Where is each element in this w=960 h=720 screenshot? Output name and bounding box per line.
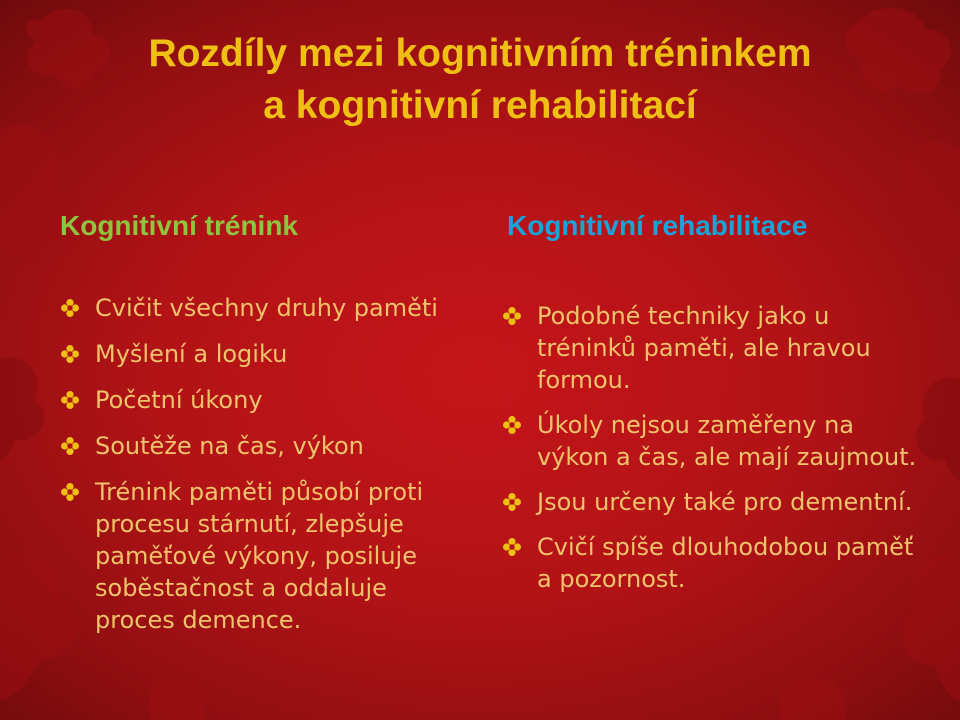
list-item-text: Podobné techniky jako u tréninků paměti, ale hravou formou. bbox=[537, 302, 871, 394]
flower-bullet-icon bbox=[61, 437, 79, 455]
list-item bbox=[500, 300, 920, 396]
flower-bullet-icon bbox=[503, 493, 521, 511]
right-bullet-list bbox=[500, 300, 920, 608]
list-item-text: Cvičí spíše dlouhodobou paměť a pozornost. bbox=[537, 533, 914, 593]
list-item bbox=[500, 531, 920, 595]
list-item-text: Trénink paměti působí proti procesu stárnutí, zlepšuje paměťové výkony, posiluje soběstačnost a oddaluje proces demence. bbox=[95, 478, 424, 634]
flower-bullet-icon bbox=[503, 307, 521, 325]
left-bullet-list bbox=[58, 292, 468, 650]
left-column-heading: Kognitivní trénink bbox=[60, 210, 298, 241]
list-item-text: Myšlení a logiku bbox=[95, 340, 288, 368]
title-line-2: a kognitivní rehabilitací bbox=[263, 84, 697, 127]
list-item bbox=[58, 476, 468, 636]
flower-bullet-icon bbox=[61, 391, 79, 409]
list-item-text: Početní úkony bbox=[95, 386, 263, 414]
list-item-text: Úkoly nejsou zaměřeny na výkon a čas, ale mají zaujmout. bbox=[537, 411, 917, 471]
list-item-text: Cvičit všechny druhy paměti bbox=[95, 294, 438, 322]
flower-bullet-icon bbox=[503, 416, 521, 434]
title-line-1: Rozdíly mezi kognitivním tréninkem bbox=[148, 32, 812, 75]
list-item bbox=[58, 430, 468, 462]
list-item bbox=[58, 384, 468, 416]
list-item bbox=[500, 409, 920, 473]
list-item bbox=[58, 338, 468, 370]
list-item-text: Soutěže na čas, výkon bbox=[95, 432, 364, 460]
flower-bullet-icon bbox=[61, 299, 79, 317]
slide-title bbox=[0, 28, 960, 132]
right-column-heading: Kognitivní rehabilitace bbox=[507, 210, 808, 241]
list-item bbox=[500, 486, 920, 518]
flower-bullet-icon bbox=[61, 483, 79, 501]
list-item bbox=[58, 292, 468, 324]
flower-bullet-icon bbox=[503, 538, 521, 556]
list-item-text: Jsou určeny také pro dementní. bbox=[537, 488, 913, 516]
flower-bullet-icon bbox=[61, 345, 79, 363]
